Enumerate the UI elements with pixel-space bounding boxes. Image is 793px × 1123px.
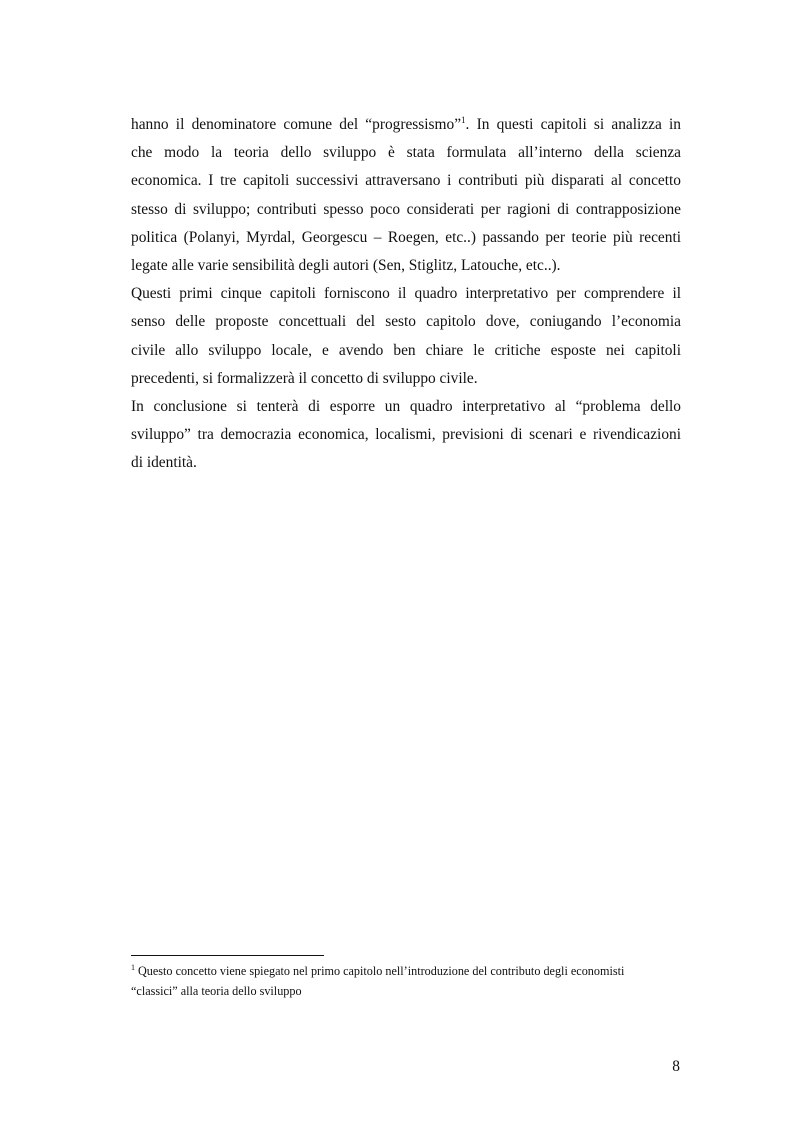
text-line: Questi primi cinque capitoli forniscono il quadro interpretativo per comprendere il [131,285,681,303]
text-line: civile allo sviluppo locale, e avendo ben chiare le critiche esposte nei capitoli [131,341,681,359]
text-line: precedenti, si formalizzerà il concetto di sviluppo civile. [131,369,478,387]
footnote-divider [131,955,324,956]
text-line: politica (Polanyi, Myrdal, Georgescu – Roegen, etc..) passando per teorie più recenti [131,228,681,246]
text-line: di identità. [131,454,197,472]
page-number: 8 [672,1058,680,1075]
footnote [131,962,691,1001]
footnote-reference[interactable]: 1 [461,115,466,125]
footnote-marker: 1 [131,963,135,972]
text-line: In conclusione si tenterà di esporre un quadro interpretativo al “problema dello [131,398,681,416]
text-line: stesso di sviluppo; contributi spesso poco considerati per ragioni di contrapposizione [131,200,681,218]
body-paragraphs [131,111,681,478]
footnote-line: $^1$ Questo concetto viene spiegato nel primo capitolo nell’introduzione del contributo degli economisti [131,963,625,978]
text-line: senso delle proposte concettuali del sesto capitolo dove, coniugando l’economia [131,313,681,331]
text-line: che modo la teoria dello sviluppo è stata formulata all’interno della scienza [131,144,681,162]
text-line: legate alle varie sensibilità degli autori (Sen, Stiglitz, Latouche, etc..). [131,257,561,275]
text-line: economica. I tre capitoli successivi attraversano i contributi più disparati al concetto [131,172,681,190]
text-line: sviluppo” tra democrazia economica, localismi, previsioni di scenari e rivendicazioni [131,426,681,444]
footnote-line: “classici” alla teoria dello sviluppo [131,983,302,998]
text-line: hanno il denominatore comune del “progressismo”$^1$. In questi capitoli si analizza in [131,115,681,133]
